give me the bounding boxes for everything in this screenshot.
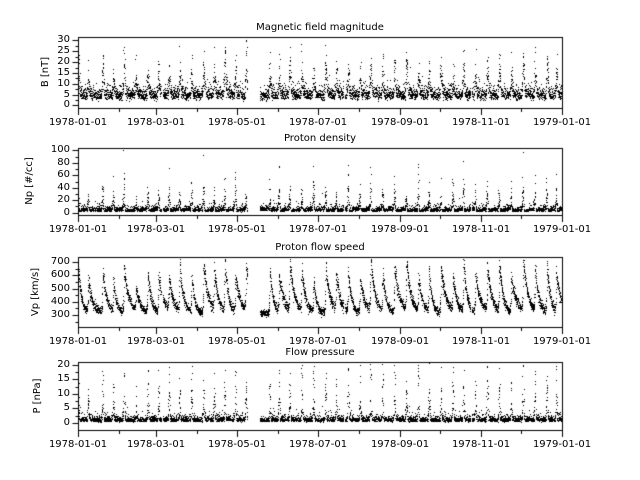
x-tick-label: 1978-07-01	[288, 336, 348, 347]
x-tick-label: 1978-03-01	[126, 336, 186, 347]
x-tick-label: 1978-01-01	[48, 117, 108, 128]
y-tick-label: 0	[63, 417, 70, 428]
y-tick-label: 0	[63, 207, 70, 218]
y-tick-label: 20	[57, 56, 70, 67]
y-tick-label: 20	[57, 194, 70, 205]
y-tick-label: 500	[50, 283, 70, 294]
y-tick-label: 100	[50, 144, 70, 155]
panel-title-magnetic-field: Magnetic field magnitude	[256, 22, 384, 33]
x-tick-label: 1978-07-01	[288, 439, 348, 450]
y-axis-label-vp: Vp [km/s]	[30, 267, 41, 317]
x-tick-label: 1978-05-01	[207, 224, 267, 235]
x-tick-label: 1978-11-01	[451, 117, 511, 128]
y-axis-label-np: Np [#/cc]	[24, 157, 35, 205]
y-tick-label: 25	[57, 45, 70, 56]
x-tick-label: 1978-03-01	[126, 117, 186, 128]
y-tick-label: 700	[50, 256, 70, 267]
y-tick-label: 80	[57, 157, 70, 168]
y-tick-label: 0	[63, 99, 70, 110]
x-tick-label: 1978-11-01	[451, 439, 511, 450]
y-axis-label-b: B [nT]	[40, 56, 51, 88]
panel-title-proton-flow-speed: Proton flow speed	[275, 242, 365, 253]
x-tick-label: 1978-07-01	[288, 224, 348, 235]
y-tick-label: 5	[63, 89, 70, 100]
x-tick-label: 1978-11-01	[451, 336, 511, 347]
x-tick-label: 1978-01-01	[48, 439, 108, 450]
x-tick-label: 1978-03-01	[126, 224, 186, 235]
x-tick-label: 1978-09-01	[370, 439, 430, 450]
x-tick-label: 1978-01-01	[48, 224, 108, 235]
x-tick-label: 1978-09-01	[370, 224, 430, 235]
x-tick-label: 1978-07-01	[288, 117, 348, 128]
x-tick-label: 1979-01-01	[532, 439, 592, 450]
y-tick-label: 15	[57, 373, 70, 384]
y-tick-label: 10	[57, 388, 70, 399]
x-tick-label: 1978-09-01	[370, 336, 430, 347]
x-tick-label: 1978-09-01	[370, 117, 430, 128]
x-tick-label: 1978-05-01	[207, 117, 267, 128]
panel-title-flow-pressure: Flow pressure	[285, 347, 355, 358]
y-tick-label: 15	[57, 67, 70, 78]
y-tick-label: 300	[50, 309, 70, 320]
x-tick-label: 1979-01-01	[532, 117, 592, 128]
x-tick-label: 1978-01-01	[48, 336, 108, 347]
y-tick-label: 60	[57, 169, 70, 180]
x-tick-label: 1978-05-01	[207, 439, 267, 450]
y-tick-label: 20	[57, 359, 70, 370]
x-tick-label: 1979-01-01	[532, 336, 592, 347]
x-tick-label: 1978-05-01	[207, 336, 267, 347]
x-tick-label: 1979-01-01	[532, 224, 592, 235]
panel-title-proton-density: Proton density	[283, 133, 357, 144]
y-tick-label: 5	[63, 402, 70, 413]
y-tick-label: 30	[57, 34, 70, 45]
x-tick-label: 1978-03-01	[126, 439, 186, 450]
y-tick-label: 400	[50, 296, 70, 307]
y-axis-label-p: P [nPa]	[32, 378, 43, 414]
y-tick-label: 10	[57, 78, 70, 89]
y-tick-label: 600	[50, 269, 70, 280]
y-tick-label: 40	[57, 182, 70, 193]
x-tick-label: 1978-11-01	[451, 224, 511, 235]
